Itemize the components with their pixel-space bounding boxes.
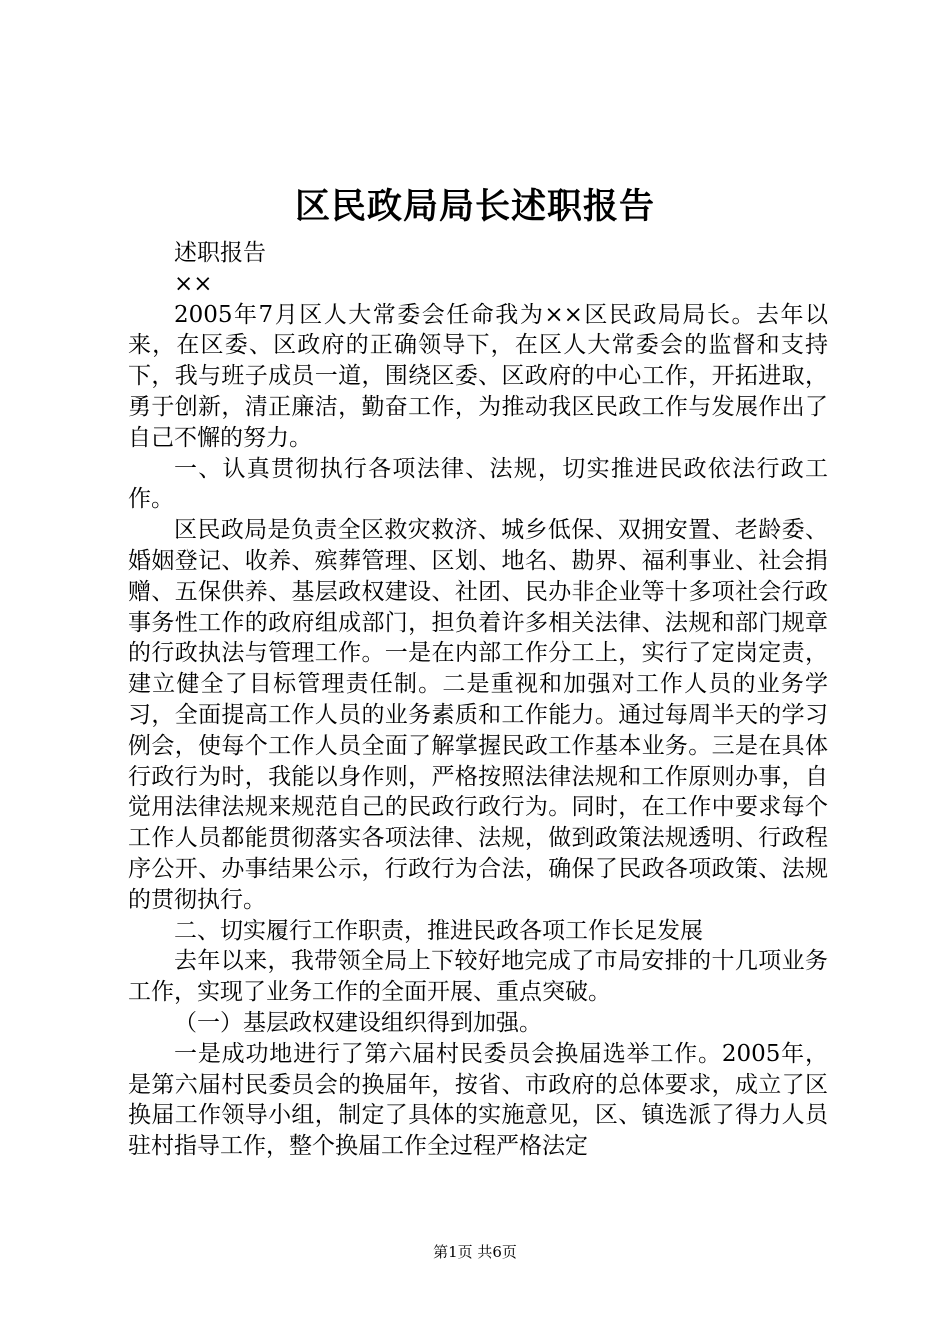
paragraph-section-1-body: 区民政局是负责全区救灾救济、城乡低保、双拥安置、老龄委、婚姻登记、收养、殡葬管理、区划、地名、勘界、福利事业、社会捐赠、五保供养、基层政权建设、社团、民办非企业等十多项社会行政事务性工作的政府组成部门，担负着许多相关法律、法规和部门规章的行政执法与管理工作。一是在内部工作分工上，实行了定岗定责，建立健全了目标管理责任制。二是重视和加强对工作人员的业务学习，全面提高工作人员的业务素质和工作能力。通过每周半天的学习例会，使每个工作人员全面了解掌握民政工作基本业务。三是在具体行政行为时，我能以身作则，严格按照法律法规和工作原则办事，自觉用法律法规来规范自己的民政行政行为。同时，在工作中要求每个工作人员都能贯彻落实各项法律、法规，做到政策法规透明、行政程序公开、办事结果公示，行政行为合法，确保了民政各项政策、法规的贯彻执行。 xyxy=(128,517,828,913)
paragraph-introduction: 2005年7月区人大常委会任命我为××区民政局局长。去年以来，在区委、区政府的正确领导下，在区人大常委会的监督和支持下，我与班子成员一道，围绕区委、区政府的中心工作，开拓进取，勇于创新，清正廉洁，勤奋工作，为推动我区民政工作与发展作出了自己不懈的努力。 xyxy=(128,301,828,451)
subsection-heading-1: （一）基层政权建设组织得到加强。 xyxy=(174,1009,542,1036)
paragraph-placeholder-name: ×× xyxy=(174,270,213,297)
paragraph-section-2-intro: 去年以来，我带领全局上下较好地完成了市局安排的十几项业务工作，实现了业务工作的全面开展、重点突破。 xyxy=(128,948,828,1006)
page-footer: 第1页 共6页 xyxy=(433,1243,517,1261)
paragraph-subsection-1-body: 一是成功地进行了第六届村民委员会换届选举工作。2005年，是第六届村民委员会的换届年，按省、市政府的总体要求，成立了区换届工作领导小组，制定了具体的实施意见，区、镇选派了得力人员驻村指导工作，整个换届工作全过程严格法定 xyxy=(128,1040,828,1160)
section-heading-2: 二、切实履行工作职责，推进民政各项工作长足发展 xyxy=(174,917,703,944)
document-title: 区民政局局长述职报告 xyxy=(294,186,655,227)
section-heading-1: 一、认真贯彻执行各项法律、法规，切实推进民政依法行政工作。 xyxy=(128,455,828,513)
paragraph-report-label: 述职报告 xyxy=(174,240,266,266)
document-body xyxy=(128,238,828,1162)
